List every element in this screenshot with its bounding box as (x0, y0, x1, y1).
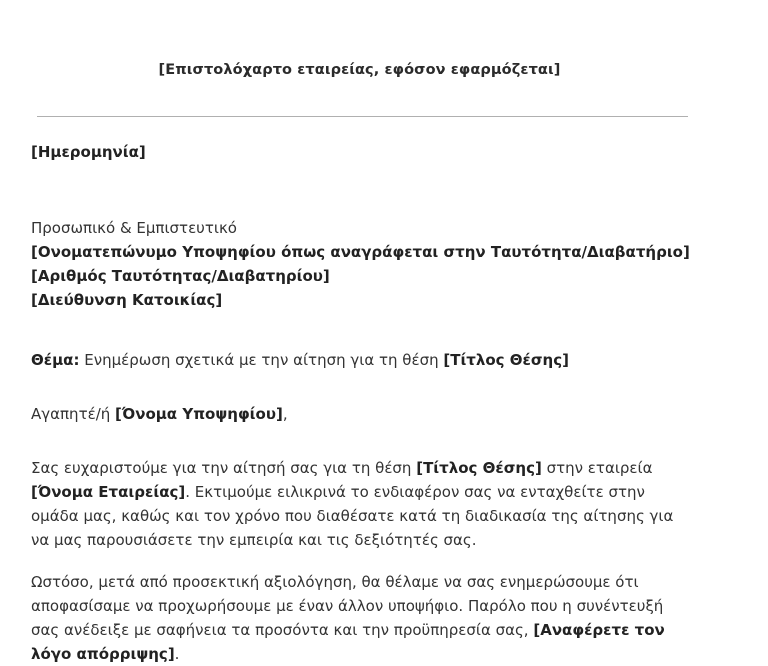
paragraph-1-segment-3: . Εκτιμούμε ειλικρινά το ενδιαφέρον σας να ενταχθείτε στην ομάδα μας, καθώς και τον χρόνο που διαθέσατε κατά τη διαδικασία της αίτησης για να μας παρουσιάσετε την εμπειρία και τις δεξιότητές σας. (31, 483, 674, 549)
paragraph-2-reason-placeholder: [Αναφέρετε τον λόγο απόρριψης] (31, 621, 665, 663)
subject-position-placeholder: [Τίτλος Θέσης] (443, 351, 569, 369)
paragraph-2-segment-1: Ωστόσο, μετά από προσεκτική αξιολόγηση, θα θέλαμε να σας ενημερώσουμε ότι αποφασίσαμε να προχωρήσουμε με έναν άλλον υποψήφιο. Παρόλο που η συνέντευξή σας ανέδειξε με σαφήνεια τα προσόντα και την προϋπηρεσία σας, (31, 573, 664, 639)
paragraph-1-segment-1: Σας ευχαριστούμε για την αίτησή σας για τη θέση (31, 459, 417, 477)
paragraph-1-company-placeholder: [Όνομα Εταιρείας] (31, 483, 186, 501)
recipient-id-placeholder: [Αριθμός Ταυτότητας/Διαβατηρίου] (31, 267, 330, 285)
greeting-comma: , (282, 405, 288, 423)
header-divider (37, 116, 688, 117)
recipient-block (31, 216, 691, 312)
greeting-text: Αγαπητέ/ή (31, 405, 116, 423)
date-placeholder: [Ημερομηνία] (31, 143, 146, 161)
body-paragraph-1 (31, 456, 689, 552)
greeting-name-placeholder: [Όνομα Υποψηφίου] (115, 405, 283, 423)
paragraph-2-segment-2: . (174, 645, 180, 663)
letterhead-placeholder: [Επιστολόχαρτο εταιρείας, εφόσον εφαρμόζεται] (158, 62, 561, 78)
greeting-line (31, 402, 689, 426)
recipient-address-placeholder: [Διεύθυνση Κατοικίας] (31, 291, 223, 309)
subject-line (31, 348, 689, 372)
body-paragraph-2 (31, 570, 689, 666)
confidentiality-label: Προσωπικό & Εμπιστευτικό (31, 219, 237, 237)
letter-body (31, 140, 691, 666)
paragraph-1-position-placeholder: [Τίτλος Θέσης] (416, 459, 542, 477)
recipient-name-placeholder: [Ονοματεπώνυμο Υποψηφίου όπως αναγράφεται στην Ταυτότητα/Διαβατήριο] (31, 243, 690, 261)
paragraph-1-segment-2: στην εταιρεία (541, 459, 653, 477)
subject-label: Θέμα: (31, 351, 80, 369)
subject-text: Ενημέρωση σχετικά με την αίτηση για τη θέση (79, 351, 444, 369)
